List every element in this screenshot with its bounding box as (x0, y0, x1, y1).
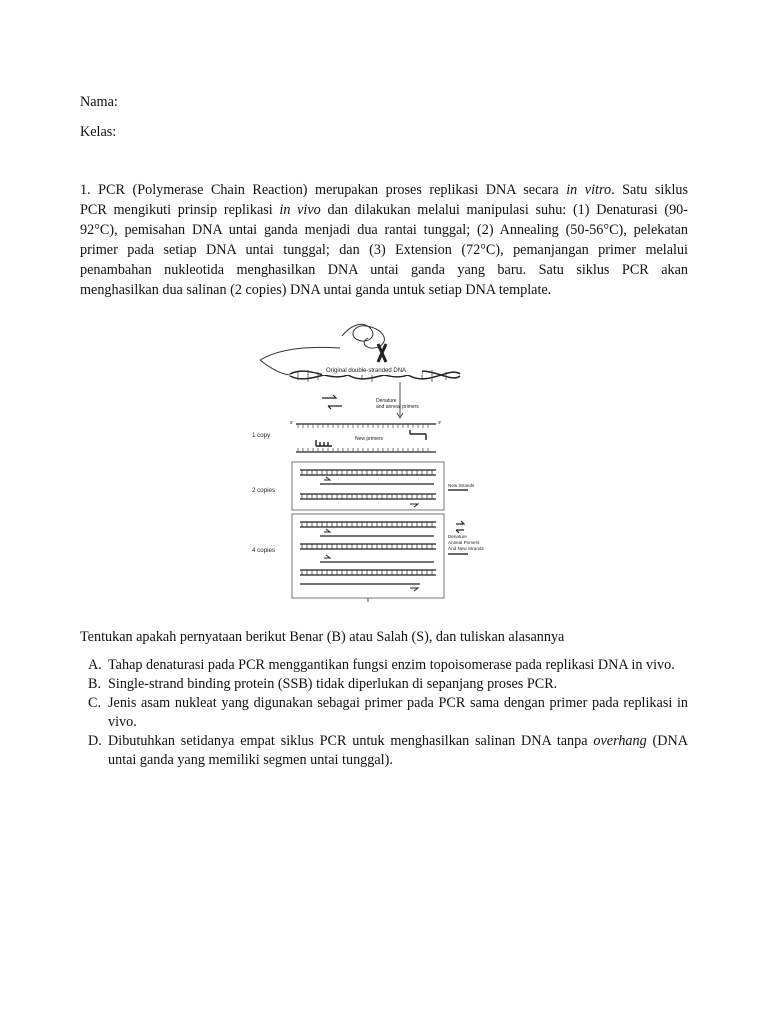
statement-text: Jenis asam nukleat yang digunakan sebagai primer pada PCR sama dengan primer pada replikasi in vivo. (108, 695, 688, 730)
statement-text: Tahap denaturasi pada PCR menggantikan fungsi enzim topoisomerase pada replikasi DNA in vivo. (108, 657, 675, 673)
end-5-label: 5' (290, 420, 294, 425)
two-copies-label: 2 copies (252, 487, 276, 494)
instruction-text: Tentukan apakah pernyataan berikut Benar (B) atau Salah (S), dan tuliskan alasannya (80, 629, 565, 645)
statement-list (88, 656, 688, 770)
statement-text-part: Dibutuhkan setidanya empat siklus PCR untuk menghasilkan salinan DNA tanpa (108, 733, 594, 749)
pcr-diagram (250, 318, 484, 603)
side-anneal-label: Anneal Primers (448, 540, 480, 545)
side-primer-arrows-icon (456, 521, 464, 533)
name-label: Nama: (80, 94, 118, 110)
q1-text: . Satu siklus (611, 182, 689, 198)
question-number: 1. (80, 182, 91, 198)
one-copy-label: 1 copy (252, 432, 271, 439)
two-copies-strands (300, 470, 436, 507)
question-1-paragraph (80, 180, 688, 300)
side-new-strands-label: And New Strands (448, 546, 484, 551)
statement-text: Single-strand binding protein (SSB) tidak diperlukan di sepanjang proses PCR. (108, 676, 558, 692)
statement-label: C. (88, 695, 102, 711)
two-copies-box (292, 462, 444, 510)
four-copies-strands (300, 522, 436, 602)
q1-text: PCR (Polymerase Chain Reaction) merupakan proses replikasi DNA secara (98, 182, 567, 198)
statement-label: A. (88, 657, 102, 673)
statement-text-part: (DNA untai ganda yang memiliki segmen untai tunggal). (108, 733, 688, 768)
four-copies-label: 4 copies (252, 547, 276, 554)
new-strands-label: New Strands (448, 483, 475, 488)
statement-italic-overhang: overhang (593, 733, 647, 749)
statement-text (108, 732, 688, 770)
q1-italic-in-vitro: in vitro (566, 182, 612, 198)
dna-loop-line (260, 347, 340, 360)
side-denature-label: Denature (448, 534, 467, 539)
question-1-line-1 (80, 180, 688, 200)
statement-label: D. (88, 733, 102, 749)
question-1-line-3: 92°C), pemisahan DNA untai ganda menjadi dua rantai tunggal; (2) Annealing (50-56°C), pelekatan (80, 222, 688, 238)
question-1-line-5: penambahan nukleotida menghasilkan DNA untai ganda yang baru. Satu siklus PCR akan (80, 262, 688, 278)
statement-d (88, 732, 688, 770)
question-1-line-4: primer pada setiap DNA untai tunggal; dan (3) Extension (72°C), pemanjangan primer melalui (80, 242, 688, 258)
original-dna-label: Original double-stranded DNA (326, 368, 407, 374)
one-copy-strands (290, 420, 442, 452)
statement-c (88, 694, 688, 732)
q1-text: dan dilakukan melalui manipulasi suhu: (1) Denaturasi (90- (320, 202, 688, 218)
chromosome-icon (378, 344, 386, 362)
end-3-label: 3' (438, 420, 442, 425)
primer-arrows-icon (322, 395, 342, 409)
statement-a (88, 656, 688, 675)
new-primers-label: New primers (355, 436, 384, 442)
statement-b (88, 675, 688, 694)
class-label: Kelas: (80, 124, 117, 140)
question-1-line-6: menghasilkan dua salinan (2 copies) DNA untai ganda untuk setiap DNA template. (80, 282, 552, 298)
q1-text: PCR mengikuti prinsip replikasi (80, 202, 280, 218)
statement-label: B. (88, 676, 102, 692)
question-1-line-2 (80, 200, 688, 220)
denature-label: Denature (376, 398, 397, 404)
q1-italic-in-vivo: in vivo (279, 202, 321, 218)
anneal-label: and anneal primers (376, 404, 419, 410)
